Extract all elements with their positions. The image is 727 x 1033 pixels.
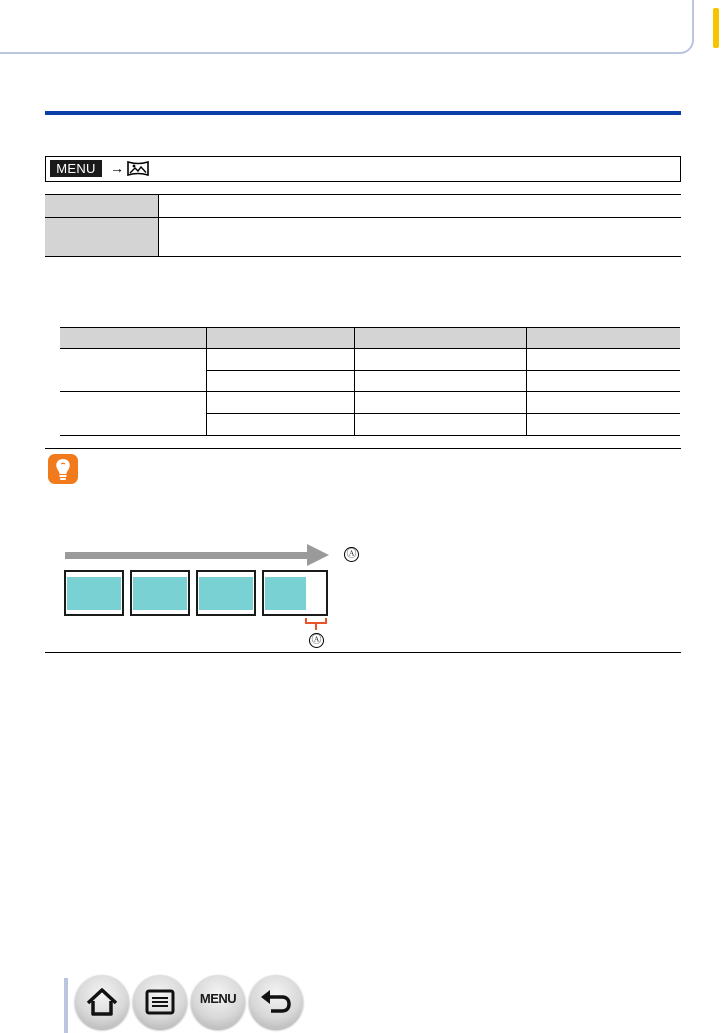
- contents-button[interactable]: [133, 975, 187, 1029]
- data-table-col-divider: [206, 327, 207, 435]
- label-a-marker: Ⓐ: [309, 633, 324, 648]
- image-frame-content: [133, 577, 187, 610]
- arrow-head-icon: [307, 544, 329, 566]
- image-frame-last: [262, 570, 328, 616]
- header-frame: [0, 0, 694, 54]
- nav-side-bar: [64, 978, 68, 1033]
- header-accent-tab: [713, 8, 719, 48]
- tip-bottom-rule: [45, 652, 681, 653]
- unrecorded-area-bracket: [304, 617, 328, 631]
- settings-row-1-label-cell: [45, 195, 158, 217]
- panning-direction-arrow: [65, 552, 309, 559]
- menu-button-label: MENU: [199, 991, 237, 1006]
- data-table-bottom-rule: [60, 435, 680, 436]
- data-table-header: [60, 328, 680, 348]
- tip-top-rule: [45, 448, 681, 449]
- data-table-col-divider: [526, 327, 527, 435]
- data-table-row-rule: [206, 413, 680, 414]
- settings-table-bottom-rule: [45, 256, 681, 257]
- image-frame-partial-content: [265, 577, 306, 610]
- section-title-rule: [45, 111, 681, 115]
- data-table-header-rule: [60, 348, 680, 349]
- menu-path-box: [45, 156, 681, 182]
- lightbulb-icon: [47, 453, 79, 485]
- menu-path-arrow: →: [110, 160, 124, 176]
- image-frame: [196, 570, 256, 616]
- data-table-row-rule: [206, 370, 680, 371]
- image-frame-content: [199, 577, 253, 610]
- settings-table-divider: [158, 195, 159, 256]
- home-button[interactable]: [75, 975, 129, 1029]
- label-a-marker: Ⓐ: [344, 547, 359, 562]
- settings-row-2-label-cell: [45, 218, 158, 256]
- image-frame: [64, 570, 124, 616]
- home-icon: [75, 975, 129, 1029]
- data-table-group-rule: [60, 391, 680, 392]
- back-button[interactable]: [249, 975, 303, 1029]
- back-arrow-icon: [249, 975, 303, 1029]
- panorama-icon: [126, 160, 150, 177]
- menu-button[interactable]: [191, 975, 245, 1029]
- contents-list-icon: [133, 975, 187, 1029]
- data-table-col-divider: [354, 327, 355, 435]
- menu-badge: MENU: [50, 160, 102, 177]
- image-frame-content: [67, 577, 121, 610]
- image-frame: [130, 570, 190, 616]
- data-table-top-rule: [60, 327, 680, 328]
